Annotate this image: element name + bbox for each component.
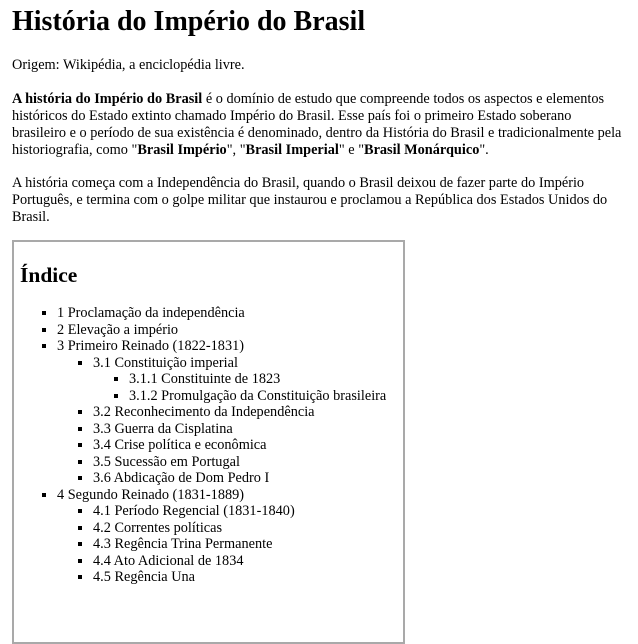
toc-item xyxy=(93,503,399,520)
toc-link-4-2[interactable]: 4.2 Correntes políticas xyxy=(93,519,223,536)
toc-link-1[interactable]: 1 Proclamação da independência xyxy=(57,305,245,321)
toc-sublist xyxy=(57,355,399,487)
toc-item xyxy=(93,404,399,421)
term-brasil-monarquico: Brasil Monárquico xyxy=(364,142,480,158)
toc-item xyxy=(93,454,399,471)
toc-item xyxy=(57,338,399,487)
toc-link-3[interactable]: 3 Primeiro Reinado (1822-1831) xyxy=(57,338,245,354)
intro-bold-lead: A história do Império do Brasil xyxy=(12,91,203,107)
toc-sublist xyxy=(57,503,399,586)
toc-link-3-2[interactable]: 3.2 Reconhecimento da Independência xyxy=(93,404,315,420)
toc-link-3-1[interactable]: 3.1 Constituição imperial xyxy=(93,354,238,371)
page-title: História do Império do Brasil xyxy=(12,6,366,37)
toc-link-3-3[interactable]: 3.3 Guerra da Cisplatina xyxy=(93,420,233,437)
toc-list xyxy=(18,305,399,586)
history-paragraph: A história começa com a Independência do Brasil, quando o Brasil deixou de fazer parte do Império Português, e termina com o golpe militar que instaurou e proclamou a República dos Estados Unidos do Brasil. xyxy=(12,175,608,225)
toc-item xyxy=(57,322,399,339)
article xyxy=(0,6,638,644)
toc-link-4[interactable]: 4 Segundo Reinado (1831-1889) xyxy=(57,486,245,503)
toc-item xyxy=(129,371,399,388)
toc-link-3-1-2[interactable]: 3.1.2 Promulgação da Constituição brasileira xyxy=(129,387,387,404)
toc-link-3-6[interactable]: 3.6 Abdicação de Dom Pedro I xyxy=(93,470,270,486)
toc-item xyxy=(93,470,399,487)
toc-heading: Índice xyxy=(20,263,78,287)
toc-item xyxy=(93,437,399,454)
toc-link-4-4[interactable]: 4.4 Ato Adicional de 1834 xyxy=(93,552,244,569)
origin-note: Origem: Wikipédia, a enciclopédia livre. xyxy=(12,57,245,73)
term-brasil-imperio: Brasil Império xyxy=(137,142,227,158)
toc-item xyxy=(93,355,399,405)
toc-link-4-5[interactable]: 4.5 Regência Una xyxy=(93,569,196,585)
toc-item xyxy=(57,305,399,322)
table-of-contents xyxy=(12,240,405,644)
toc-item xyxy=(93,536,399,553)
toc-link-3-4[interactable]: 3.4 Crise política e econômica xyxy=(93,437,267,453)
toc-link-2[interactable]: 2 Elevação a império xyxy=(57,321,179,338)
toc-sublist xyxy=(93,371,399,404)
toc-item xyxy=(93,520,399,537)
toc-item xyxy=(129,388,399,405)
toc-item xyxy=(93,421,399,438)
toc-item xyxy=(93,553,399,570)
toc-link-3-1-1[interactable]: 3.1.1 Constituinte de 1823 xyxy=(129,371,281,387)
toc-link-4-3[interactable]: 4.3 Regência Trina Permanente xyxy=(93,536,273,552)
toc-item xyxy=(93,569,399,586)
term-brasil-imperial: Brasil Imperial xyxy=(245,142,339,158)
toc-link-4-1[interactable]: 4.1 Período Regencial (1831-1840) xyxy=(93,503,295,519)
toc-item xyxy=(57,487,399,586)
intro-paragraph: A história do Império do Brasil é o domínio de estudo que compreende todos os aspectos e elementos históricos do Estado extinto chamado Império do Brasil. Esse país foi o primeiro Estado soberano brasileiro e o período de sua existência é denominado, dentro da História do Brasil e tradicionalmente pela historiografia, como "Brasil Império", "Brasil Imperial" e "Brasil Monárquico". xyxy=(12,91,622,158)
toc-link-3-5[interactable]: 3.5 Sucessão em Portugal xyxy=(93,453,240,470)
